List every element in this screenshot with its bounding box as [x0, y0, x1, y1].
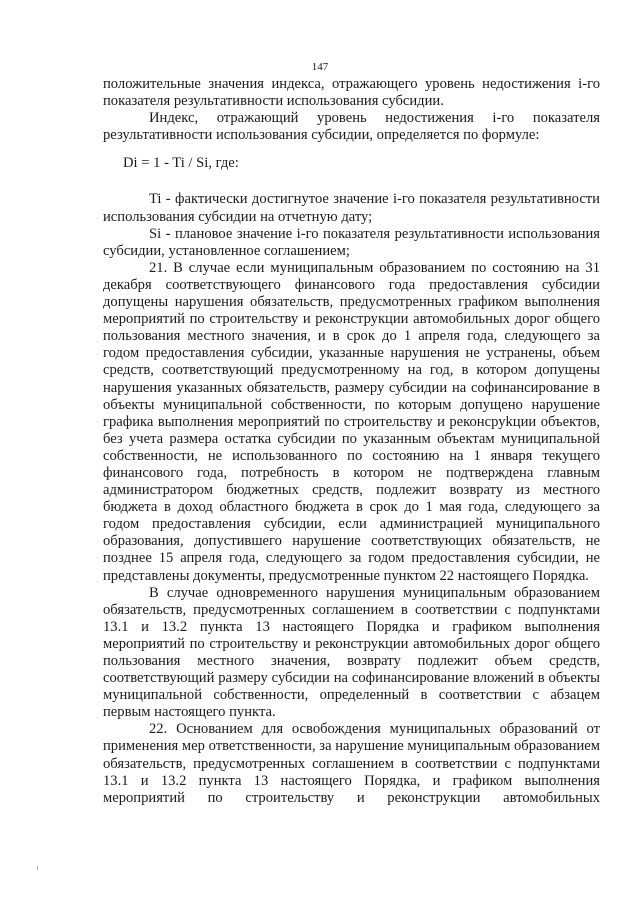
margin-mark: [37, 866, 38, 870]
document-body: [103, 76, 600, 807]
paragraph-index-definition: Индекс, отражающий уровень недостижения i-го показателя результативности использования субсидии, определяется по формуле:: [103, 110, 600, 144]
paragraph-clause-22: 22. Основанием для освобождения муниципальных образований от применения мер ответственности, за нарушение муниципальным образованием обязательств, предусмотренных соглашением в соответствии с подпунктами 13.1 и 13.2 пункта 13 настоящего Порядка, и графиком выполнения мероприятий по строительству и реконструкции автомобильных: [103, 721, 600, 806]
paragraph-clause-21: 21. В случае если муниципальным образованием по состоянию на 31 декабря соответствующего финансового года предоставления субсидии допущены нарушения обязательств, предусмотренных графиком выполнения мероприятий по строительству и реконструкции автомобильных дорог общего пользования местного значения, и в срок до 1 апреля года, следующего за годом предоставления субсидии, указанные нарушения не устранены, объем средств, соответствующий предусмотренному на год, в котором допущены нарушения указанных обязательств, размеру субсидии на софинансирование в объекты муниципальной собственности, по которым допущено нарушение графика выполнения мероприятий по строительству и реконсруkции объектов, без учета размера остатка субсидии по указанным объектам муниципальной собственности, не использованного по состоянию на 1 января текущего финансового года, потребность в котором не подтверждена главным администратором бюджетных средств, подлежит возврату из местного бюджета в доход областного бюджета в срок до 1 мая года, следующего за годом предоставления субсидии, если администрацией муниципального образования, допустившего нарушение соответствующих обязательств, не позднее 15 апреля года, следующего за годом предоставления субсидии, не представлены документы, предусмотренные пунктом 22 настоящего Порядка.: [103, 259, 600, 584]
paragraph-continuation: положительные значения индекса, отражающего уровень недостижения i-го показателя результативности использования субсидии.: [103, 76, 600, 110]
page-number: 147: [311, 61, 329, 73]
paragraph-simultaneous-violation: В случае одновременного нарушения муниципальным образованием обязательств, предусмотренных соглашением в соответствии с подпунктами 13.1 и 13.2 пункта 13 настоящего Порядка и графиком выполнения мероприятий по строительству и реконструкции автомобильных дорог общего пользования местного значения, возврату подлежит объем средств, соответствующий размеру субсидии на софинансирование вложений в объекты муниципальной собственности, определенный в соответствии с абзацем первым настоящего пункта.: [103, 584, 600, 721]
formula: Di = 1 - Ti / Si, где:: [123, 155, 239, 172]
paragraph-ti-definition: Ti - фактически достигнутое значение i-го показателя результативности использования субсидии на отчетную дату;: [103, 191, 600, 225]
paragraph-si-definition: Si - плановое значение i-го показателя результативности использования субсидии, установленное соглашением;: [103, 225, 600, 259]
